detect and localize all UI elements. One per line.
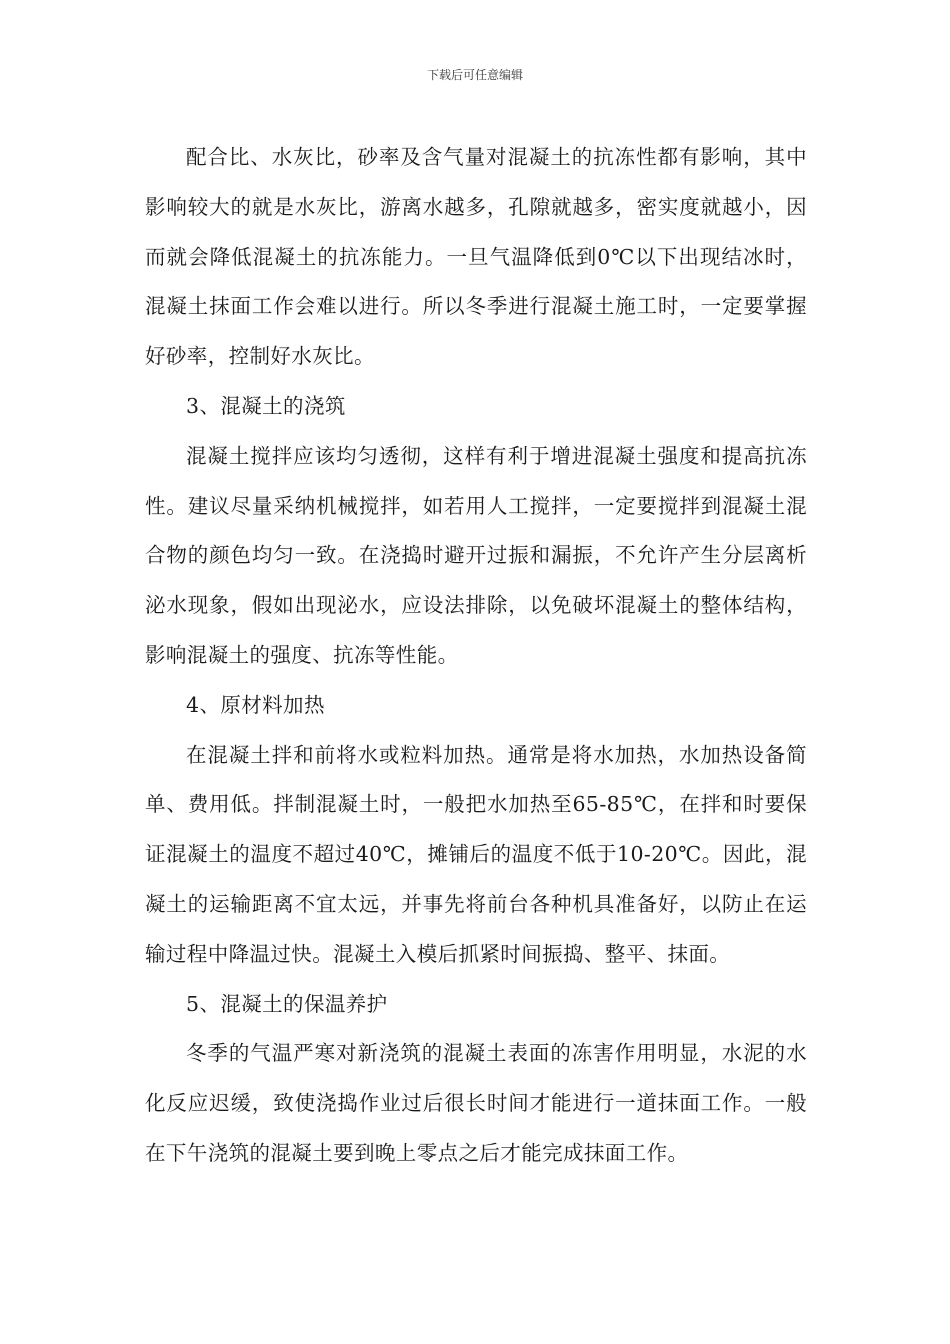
document-body [145, 133, 807, 1179]
section-heading-heating: 4、原材料加热 [186, 692, 325, 717]
paragraph-heating: 在混凝土拌和前将水或粒料加热。通常是将水加热，水加热设备简单、费用低。拌制混凝土时，一般把水加热至65-85℃，在拌和时要保证混凝土的温度不超过40℃，摊铺后的温度不低于10-20℃。因此，混凝土的运输距离不宜太远，并事先将前台各种机具准备好，以防止在运输过程中降温过快。混凝土入模后抓紧时间振捣、整平、抹面。 [145, 742, 807, 966]
paragraph-pouring: 混凝土搅拌应该均匀透彻，这样有利于增进混凝土强度和提高抗冻性。建议尽量采纳机械搅拌，如若用人工搅拌，一定要搅拌到混凝土混合物的颜色均匀一致。在浇捣时避开过振和漏振，不允许产生分层离析泌水现象，假如出现泌水，应设法排除，以免破坏混凝土的整体结构，影响混凝土的强度、抗冻等性能。 [145, 443, 807, 667]
section-heading-pouring: 3、混凝土的浇筑 [186, 393, 346, 418]
paragraph-curing: 冬季的气温严寒对新浇筑的混凝土表面的冻害作用明显，水泥的水化反应迟缓，致使浇捣作业过后很长时间才能进行一道抹面工作。一般在下午浇筑的混凝土要到晚上零点之后才能完成抹面工作。 [145, 1041, 807, 1165]
paragraph-mix-ratio: 配合比、水灰比，砂率及含气量对混凝土的抗冻性都有影响，其中影响较大的就是水灰比，游离水越多，孔隙就越多，密实度就越小，因而就会降低混凝土的抗冻能力。一旦气温降低到0℃以下出现结冰时，混凝土抹面工作会难以进行。所以冬季进行混凝土施工时，一定要掌握好砂率，控制好水灰比。 [145, 145, 807, 369]
section-heading-curing: 5、混凝土的保温养护 [186, 991, 388, 1016]
page-header: 下载后可任意编辑 [426, 68, 523, 82]
